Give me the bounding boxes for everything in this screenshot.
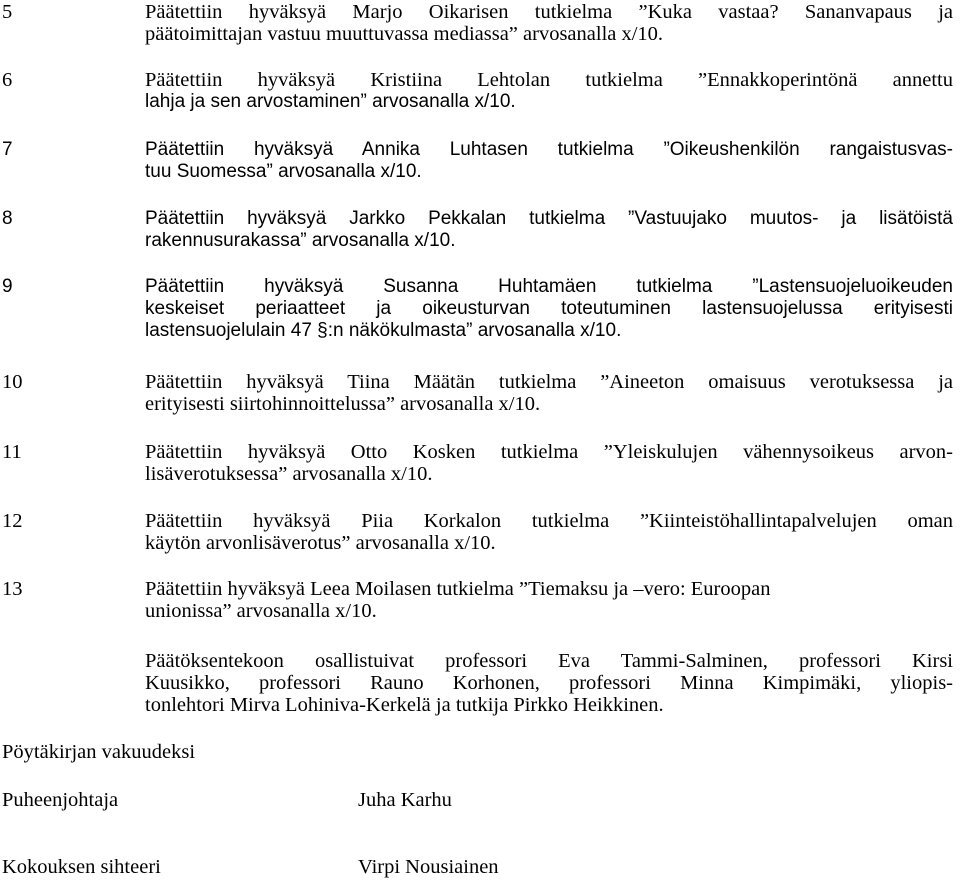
item-text: [145, 139, 953, 183]
item-text-line: Päätettiin hyväksyä Piia Korkalon tutkielma ”Kiinteistöhallintapalvelujen oman: [145, 510, 953, 532]
item-text-line: rakennusurakassa” arvosanalla x/10.: [145, 230, 456, 251]
item-text-line: erityisesti siirtohinnoittelussa” arvosanalla x/10.: [145, 393, 541, 415]
item-text-line: keskeiset periaatteet ja oikeusturvan toteutuminen lastensuojelussa erityisesti: [145, 298, 953, 319]
item-number: 8: [2, 208, 13, 229]
item-number: 5: [2, 1, 13, 23]
item-text-line: lastensuojelulain 47 §:n näkökulmasta” arvosanalla x/10.: [145, 320, 622, 341]
attendees-line: tonlehtori Mirva Lohiniva-Kerkelä ja tutkija Pirkko Heikkinen.: [145, 694, 664, 716]
item-text: [145, 1, 953, 45]
item-number: 7: [2, 139, 13, 160]
item-number: 9: [2, 276, 13, 297]
signature-heading: Pöytäkirjan vakuudeksi: [2, 741, 196, 763]
item-number: 13: [2, 578, 23, 600]
item-text-line: Päätettiin hyväksyä Annika Luhtasen tutkielma ”Oikeushenkilön rangaistusvas-: [145, 139, 953, 160]
attendees-line: Päätöksentekoon osallistuivat professori Eva Tammi-Salminen, professori Kirsi: [145, 650, 953, 672]
item-text-line: Päätettiin hyväksyä Kristiina Lehtolan tutkielma ”Ennakkoperintönä annettu: [145, 69, 953, 91]
item-text-line: Päätettiin hyväksyä Otto Kosken tutkielma ”Yleiskulujen vähennysoikeus arvon-: [145, 441, 953, 463]
attendees-paragraph: [145, 650, 953, 716]
item-text: [145, 510, 953, 554]
item-text: [145, 441, 953, 485]
chair-role: Puheenjohtaja: [2, 789, 119, 811]
item-text: [145, 276, 953, 342]
item-number: 12: [2, 510, 23, 532]
item-text: [145, 578, 953, 622]
item-text-line: lisäverotuksessa” arvosanalla x/10.: [145, 463, 433, 485]
item-text-line: käytön arvonlisäverotus” arvosanalla x/10.: [145, 532, 496, 554]
item-number: 10: [2, 371, 23, 393]
item-text-line: Päätettiin hyväksyä Tiina Määtän tutkielma ”Aineeton omaisuus verotuksessa ja: [145, 371, 953, 393]
item-text-line: päätoimittajan vastuu muuttuvassa mediassa” arvosanalla x/10.: [145, 23, 664, 45]
item-text: [145, 371, 953, 415]
item-text-line: Päätettiin hyväksyä Leea Moilasen tutkielma ”Tiemaksu ja –vero: Euroopan: [145, 578, 771, 600]
item-text-line: Päätettiin hyväksyä Jarkko Pekkalan tutkielma ”Vastuujako muutos- ja lisätöistä: [145, 208, 953, 229]
item-text-line: lahja ja sen arvostaminen” arvosanalla x/10.: [145, 91, 516, 112]
attendees-line: Kuusikko, professori Rauno Korhonen, professori Minna Kimpimäki, yliopis-: [145, 672, 953, 694]
item-text: [145, 208, 953, 252]
item-text-line: tuu Suomessa” arvosanalla x/10.: [145, 161, 422, 182]
secretary-role: Kokouksen sihteeri: [2, 856, 161, 878]
item-text-line: unionissa” arvosanalla x/10.: [145, 600, 377, 622]
item-text-line: Päätettiin hyväksyä Susanna Huhtamäen tutkielma ”Lastensuojeluoikeuden: [145, 276, 953, 297]
item-number: 6: [2, 69, 13, 91]
item-text: [145, 69, 953, 113]
item-number: 11: [2, 441, 22, 463]
secretary-name: Virpi Nousiainen: [358, 856, 499, 878]
item-text-line: Päätettiin hyväksyä Marjo Oikarisen tutkielma ”Kuka vastaa? Sananvapaus ja: [145, 1, 953, 23]
chair-name: Juha Karhu: [358, 789, 452, 811]
